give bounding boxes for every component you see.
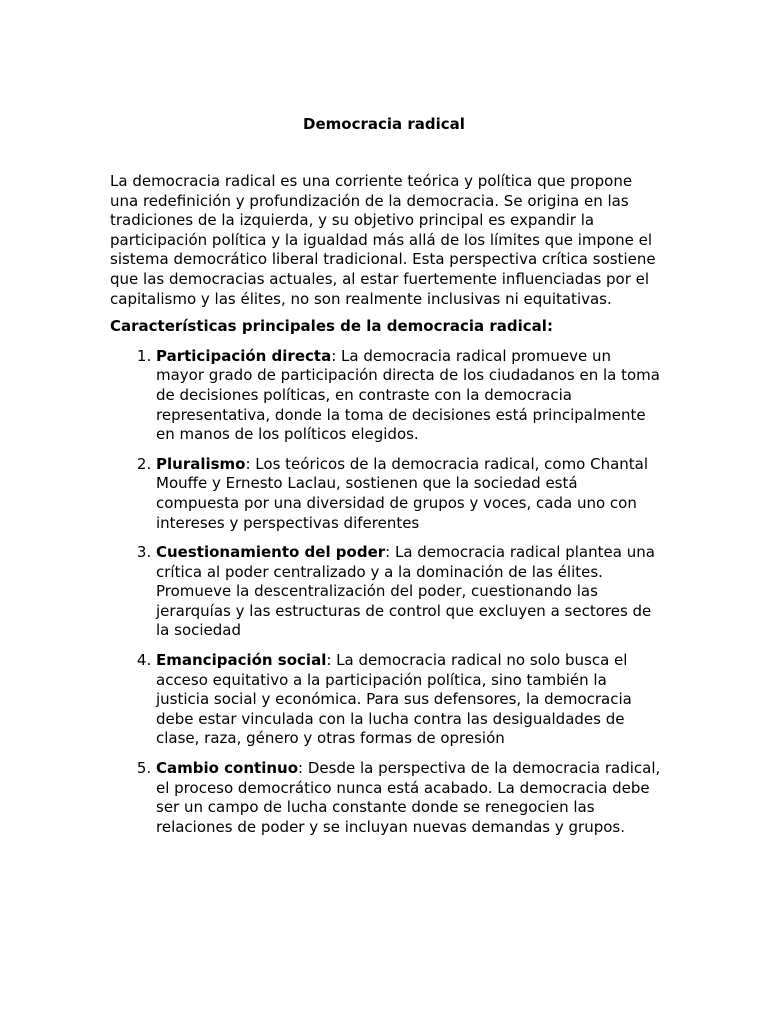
list-item	[156, 759, 662, 837]
item-term: Cambio continuo	[156, 759, 299, 778]
section-heading: Características principales de la democracia radical:	[110, 317, 553, 336]
document-title: Democracia radical	[303, 115, 465, 133]
item-text: : Los teóricos de la democracia radical, como Chantal Mouffe y Ernesto Laclau, sostienen que la sociedad está compuesta por una diversidad de grupos y voces, cada uno con intereses y perspectivas diferentes	[156, 454, 649, 532]
list-item	[156, 543, 662, 641]
list-item	[156, 455, 662, 533]
document-body	[110, 172, 662, 847]
list-item	[156, 651, 662, 749]
item-term: Cuestionamiento del poder	[156, 543, 386, 562]
item-text: : La democracia radical promueve un mayor grado de participación directa de los ciudadanos en la toma de decisiones políticas, en contraste con la democracia representativa, donde la toma de decisiones está principalmente en manos de los políticos elegidos.	[156, 346, 660, 444]
item-term: Pluralismo	[156, 454, 246, 473]
item-text: : Desde la perspectiva de la democracia radical, el proceso democrático nunca está acabado. La democracia debe ser un campo de lucha constante donde se renegocien las relaciones de poder y se incluyan nuevas demandas y grupos.	[156, 759, 661, 836]
item-text: : La democracia radical plantea una crítica al poder centralizado y a la dominación de las élites. Promueve la descentralización del poder, cuestionando las jerarquías y las estructuras de control que excluyen a sectores de la sociedad	[156, 543, 655, 640]
item-text: : La democracia radical no solo busca el acceso equitativo a la participación política, sino también la justicia social y económica. Para sus defensores, la democracia debe estar vinculada con la lucha contra las desigualdades de clase, raza, género y otras formas de opresión	[156, 651, 632, 748]
item-term: Participación directa	[156, 346, 332, 365]
item-term: Emancipación social	[156, 651, 327, 670]
list-item	[156, 347, 662, 445]
features-list	[110, 347, 662, 838]
intro-paragraph: La democracia radical es una corriente teórica y política que propone una redefinición y profundización de la democracia. Se origina en las tradiciones de la izquierda, y su objetivo principal es expandir la participación política y la igualdad más allá de los límites que impone el sistema democrático liberal tradicional. Esta perspectiva crítica sostiene que las democracias actuales, al estar fuertemente influenciadas por el capitalismo y las élites, no son realmente inclusivas ni equitativas.	[110, 172, 656, 308]
